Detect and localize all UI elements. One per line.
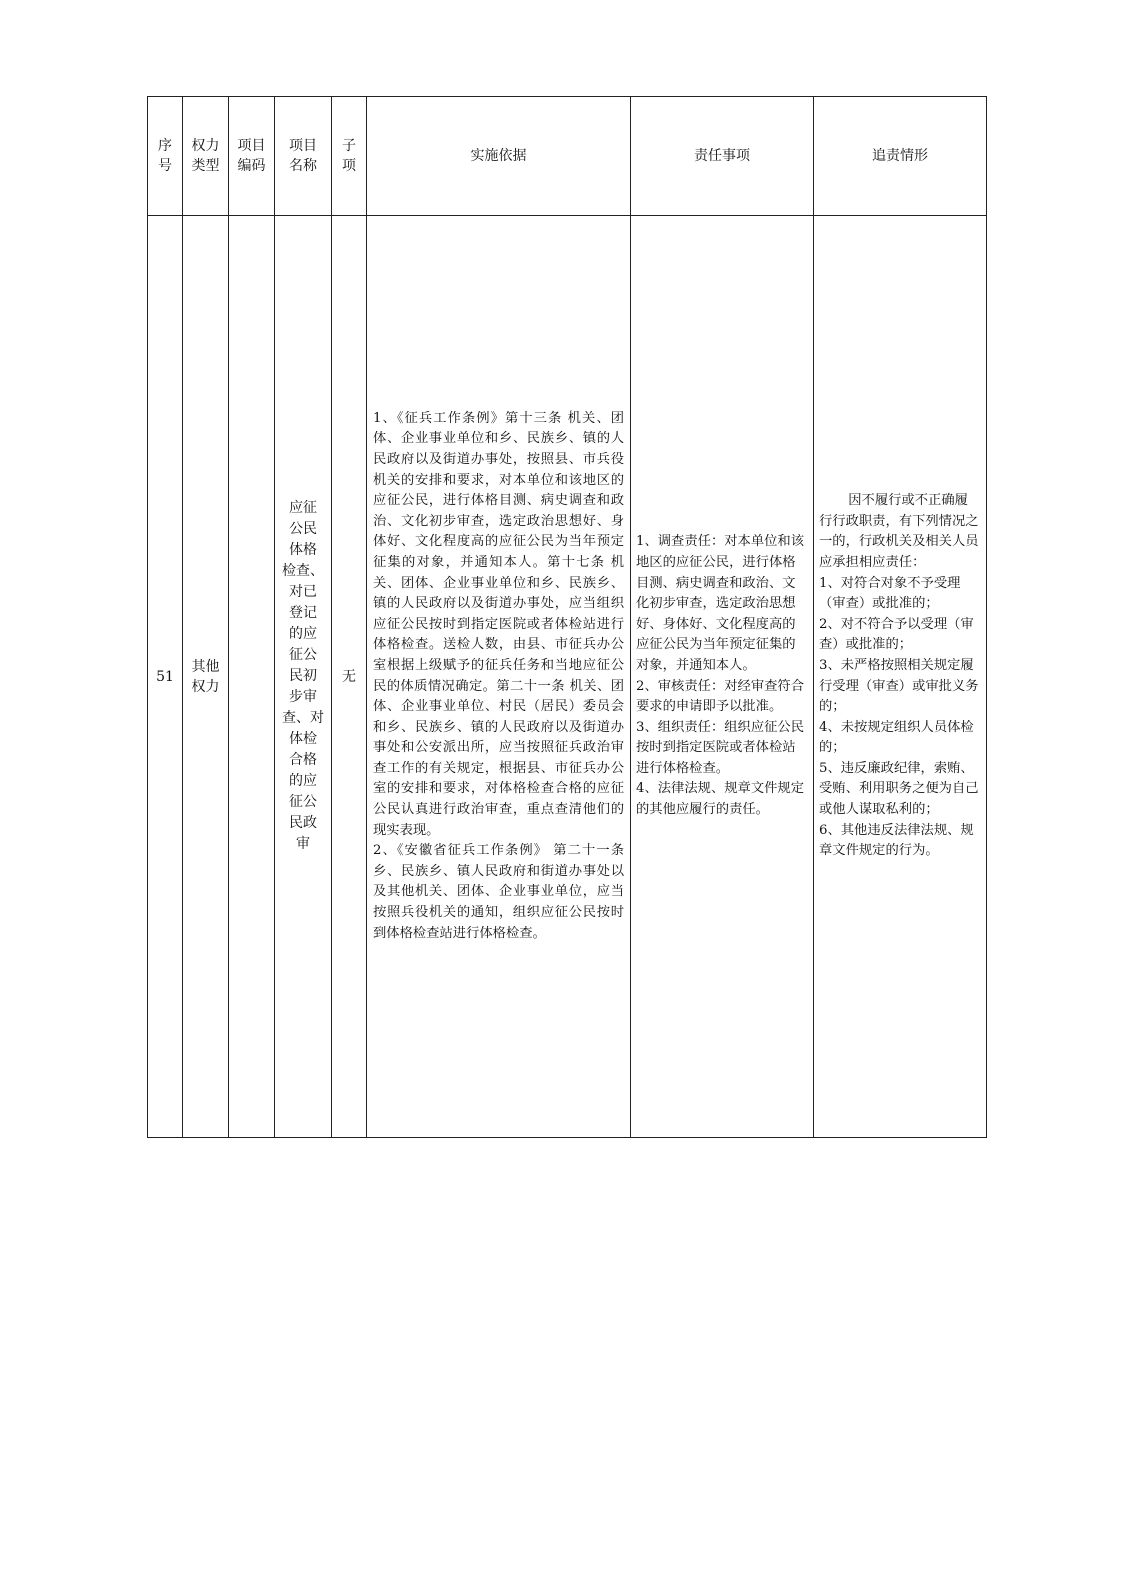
header-row	[148, 97, 987, 216]
accountability-item-1: 1、对符合对象不予受理（审查）或批准的；	[819, 575, 961, 612]
basis-paragraph-1: 1、《征兵工作条例》第十三条 机关、团体、企业事业单位和乡、民族乡、镇的人民政府以及街道办事处，按照县、市兵役机关的安排和要求，对本单位和该地区的应征公民，进行体格目测、病史调查和政治、文化初步审查，选定政治思想好、身体好、文化程度高的应征公民为当年预定征集的对象，并通知本人。第十七条 机关、团体、企业事业单位和乡、民族乡、镇的人民政府以及街道办事处，应当组织应征公民按时到指定医院或者体检站进行体格检查。送检人数，由县、市征兵办公室根据上级赋予的征兵任务和当地应征公民的体质情况确定。第二十一条 机关、团体、企业事业单位、村民（居民）委员会和乡、民族乡、镇的人民政府以及街道办事处和公安派出所，应当按照征兵政治审查工作的有关规定，根据县、市征兵办公室的安排和要求，对体格检查合格的应征公民认真进行政治审查，重点查清他们的现实表现。	[373, 410, 624, 838]
cell-accountability	[814, 216, 987, 1138]
cell-seq: 51	[148, 216, 183, 1138]
header-item-name: 项目 名称	[275, 97, 332, 216]
cell-item-name: 应征 公民 体格 检查、 对已 登记 的应 征公 民初 步审 查、对 体检 合格 的应 征公 民政 审	[275, 216, 332, 1138]
accountability-item-3: 3、未严格按照相关规定履行受理（审查）或审批义务的；	[819, 657, 979, 715]
accountability-item-2: 2、对不符合予以受理（审查）或批准的；	[819, 616, 974, 653]
cell-power-type: 其他 权力	[183, 216, 229, 1138]
cell-duty	[631, 216, 814, 1138]
header-basis: 实施依据	[367, 97, 631, 216]
header-sub-item: 子 项	[332, 97, 367, 216]
accountability-intro: 因不履行或不正确履行行政职责，有下列情况之一的，行政机关及相关人员应承担相应责任：	[819, 493, 979, 570]
header-accountability: 追责情形	[814, 97, 987, 216]
duty-item-4: 4、法律法规、规章文件规定的其他应履行的责任。	[636, 781, 805, 818]
basis-paragraph-2: 2、《安徽省征兵工作条例》 第二十一条 乡、民族乡、镇人民政府和街道办事处以及其他机关、团体、企业事业单位，应当按照兵役机关的通知，组织应征公民按时到体格检查站进行体格检查。	[373, 843, 624, 941]
cell-item-code	[229, 216, 275, 1138]
accountability-item-5: 5、违反廉政纪律，索贿、受贿、利用职务之便为自己或他人谋取私利的；	[819, 760, 979, 818]
duty-item-3: 3、组织责任：组织应征公民按时到指定医院或者体检站进行体格检查。	[636, 719, 805, 776]
table-row	[148, 216, 987, 1138]
power-list-table	[147, 96, 987, 1138]
cell-basis	[367, 216, 631, 1138]
duty-item-2: 2、审核责任：对经审查符合要求的申请即予以批准。	[636, 678, 805, 715]
header-duty: 责任事项	[631, 97, 814, 216]
header-item-code: 项目 编码	[229, 97, 275, 216]
accountability-item-6: 6、其他违反法律法规、规章文件规定的行为。	[819, 822, 974, 859]
accountability-item-4: 4、未按规定组织人员体检的；	[819, 719, 974, 756]
cell-sub-item: 无	[332, 216, 367, 1138]
duty-item-1: 1、调查责任：对本单位和该地区的应征公民，进行体格目测、病史调查和政治、文化初步审查，选定政治思想好、身体好、文化程度高的应征公民为当年预定征集的对象，并通知本人。	[636, 534, 805, 673]
header-seq: 序 号	[148, 97, 183, 216]
header-power-type: 权力 类型	[183, 97, 229, 216]
